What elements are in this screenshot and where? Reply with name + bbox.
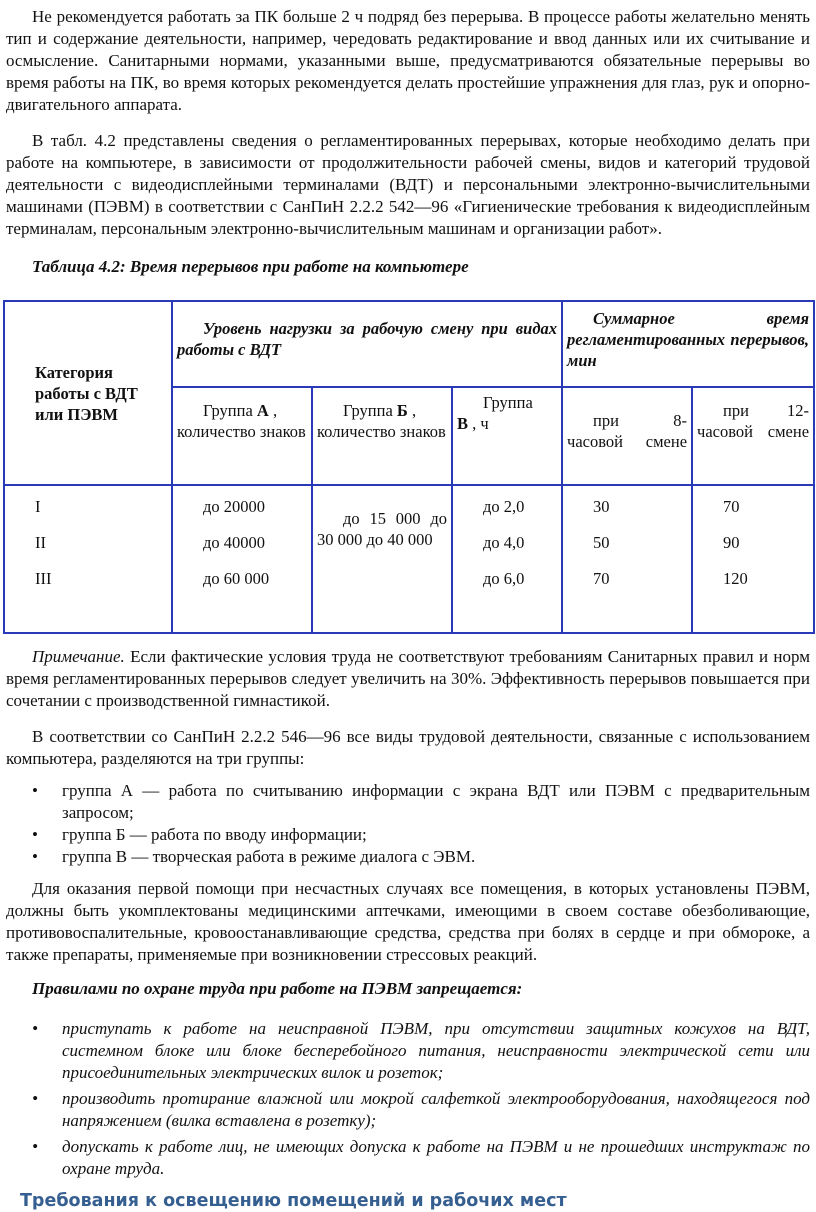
- table-cell: 30: [593, 497, 610, 516]
- rules-list: [6, 1018, 810, 1180]
- bullet-icon: •: [32, 1089, 38, 1108]
- table-cell: 90: [723, 533, 740, 552]
- table-cell: 120: [723, 569, 748, 588]
- table-cell: до 40000: [203, 533, 266, 552]
- table-cell: до 20000: [203, 497, 266, 516]
- list-item: • допускать к работе лиц, не имеющих допуска к работе на ПЭВМ и не прошедших инструктаж по охране труда.: [32, 1137, 810, 1178]
- table-cell: до 6,0: [483, 569, 525, 588]
- column-category: [4, 485, 172, 633]
- table-cell: II: [35, 533, 46, 552]
- table-cell: I: [35, 497, 41, 516]
- column-group-v: [452, 485, 562, 633]
- list-item: • группа В — творческая работа в режиме диалога с ЭВМ.: [32, 847, 476, 866]
- groups-list: [6, 780, 810, 868]
- bullet-icon: •: [32, 781, 38, 800]
- header-group-a: Группа А , количество знаков: [172, 387, 312, 485]
- table-cell: III: [35, 569, 52, 588]
- intro-paragraph-2: В табл. 4.2 представлены сведения о регламентированных перерывах, которые необходимо делать при работе на компьютере, в зависимости от продолжительности рабочей смены, видов и категорий трудовой деятельности с видеодисплейными терминалами (ВДТ) и персональными электронно-вычислительными машинами (ПЭВМ) в соответствии с СанПиН 2.2.2 542—96 «Гигиенические требования к видеодисплейным терминалам, персональным электронно-вычислительным машинам и организации работ».: [6, 131, 810, 238]
- bullet-icon: •: [32, 1019, 38, 1038]
- table-cell: 50: [593, 533, 610, 552]
- note-text: Если фактические условия труда не соответствуют требованиям Санитарных правил и норм время регламентированных перерывов следует увеличить на 30%. Эффективность перерывов повышается при сочетании с производственной гимнастикой.: [6, 647, 810, 710]
- table-cell: до 4,0: [483, 533, 525, 552]
- header-shift-12: при 12-часовой смене: [692, 387, 814, 485]
- intro-paragraph-1: Не рекомендуется работать за ПК больше 2 ч подряд без перерыва. В процессе работы желательно менять тип и содержание деятельности, например, чередовать редактирование и ввод данных или их считывание и осмысление. Санитарными нормами, указанными выше, предусматриваются обязательные перерывы во время работы на ПК, во время которых рекомендуется делать простейшие упражнения для глаз, рук и опорно-двигательного аппарата.: [6, 7, 810, 114]
- note-label: Примечание.: [32, 647, 125, 666]
- list-item: • группа А — работа по считыванию информации с экрана ВДТ или ПЭВМ с предварительным запросом;: [32, 781, 810, 822]
- table-note: [6, 646, 810, 712]
- table-caption: Таблица 4.2: Время перерывов при работе на компьютере: [32, 257, 469, 276]
- header-category: Категория работы с ВДТ или ПЭВМ: [4, 301, 172, 485]
- bullet-icon: •: [32, 1137, 38, 1156]
- section-heading: Требования к освещению помещений и рабочих мест: [20, 1191, 567, 1211]
- column-group-b: до 15 000 до 30 000 до 40 000: [312, 485, 452, 633]
- table-cell: до 2,0: [483, 497, 525, 516]
- first-aid-paragraph: Для оказания первой помощи при несчастных случаях все помещения, в которых установлены ПЭВМ, должны быть укомплектованы медицинскими аптечками, имеющими в своем составе обезболивающие, противовоспалительные, кровоостанавливающие средства, средства при болях в сердце и при обмороке, а также препараты, применяемые при возникновении стрессовых реакций.: [6, 879, 810, 964]
- list-item: • группа Б — работа по вводу информации;: [32, 825, 367, 844]
- table-cell: 70: [723, 497, 740, 516]
- header-total: Суммарное время регламентированных перерывов, мин: [562, 301, 814, 387]
- document-page: [6, 6, 810, 1212]
- table-cell: до 60 000: [203, 569, 270, 588]
- header-shift-8: при 8-часовой смене: [562, 387, 692, 485]
- list-item: • производить протирание влажной или мокрой салфеткой электрооборудования, находящегося под напряжением (вилка вставлена в розетку);: [32, 1089, 810, 1130]
- table-cell: 70: [593, 569, 610, 588]
- list-item: • приступать к работе на неисправной ПЭВМ, при отсутствии защитных кожухов на ВДТ, системном блоке или блоке бесперебойного питания, неисправности электрической сети или присоединительных электрических вилок и розеток;: [32, 1019, 810, 1082]
- header-group-b: Группа Б , количество знаков: [312, 387, 452, 485]
- rules-title: Правилами по охране труда при работе на ПЭВМ запрещается:: [32, 979, 523, 998]
- bullet-icon: •: [32, 825, 38, 844]
- column-shift-12: [692, 485, 814, 633]
- header-group-v: Группа В , ч: [452, 387, 562, 485]
- breaks-table: [3, 300, 815, 634]
- column-shift-8: [562, 485, 692, 633]
- header-load: Уровень нагрузки за рабочую смену при видах работы с ВДТ: [172, 301, 562, 387]
- column-group-a: [172, 485, 312, 633]
- groups-intro: В соответствии со СанПиН 2.2.2 546—96 все виды трудовой деятельности, связанные с использованием компьютера, разделяются на три группы:: [6, 727, 810, 768]
- bullet-icon: •: [32, 847, 38, 866]
